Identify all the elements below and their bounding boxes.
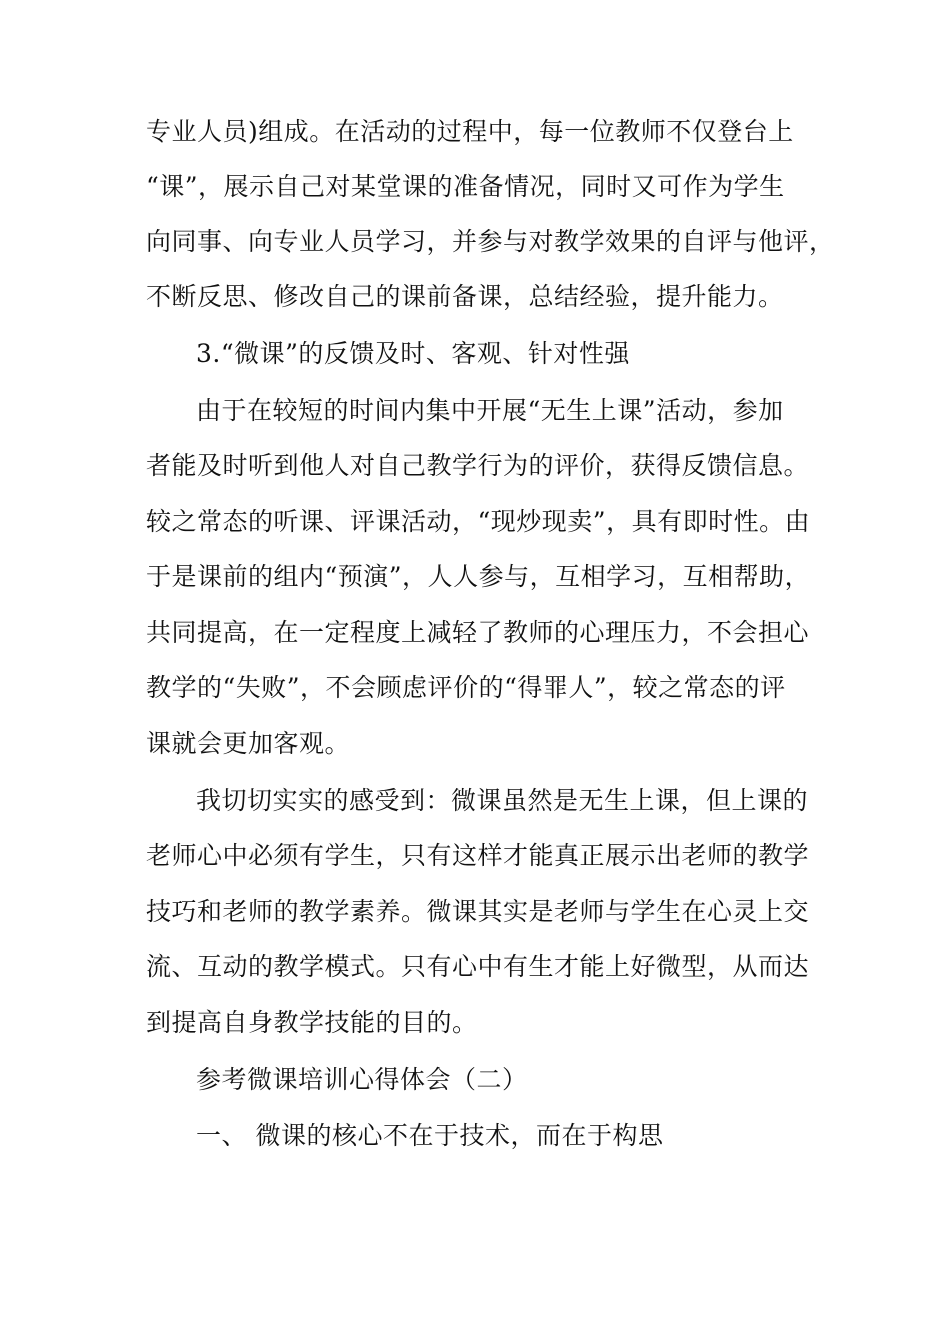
text-line: 专业人员)组成。在活动的过程中，每一位教师不仅登台上 xyxy=(146,117,794,146)
section-heading: 3.“微课”的反馈及时、客观、针对性强 xyxy=(196,339,630,368)
text-line: 较之常态的听课、评课活动，“现炒现卖”，具有即时性。由 xyxy=(146,507,811,536)
text-line: 技巧和老师的教学素养。微课其实是老师与学生在心灵上交 xyxy=(146,897,810,926)
text-line: 向同事、向专业人员学习，并参与对教学效果的自评与他评， xyxy=(146,227,835,256)
text-line: 教学的“失败”，不会顾虑评价的“得罪人”，较之常态的评 xyxy=(146,673,786,702)
text-line: 流、互动的教学模式。只有心中有生才能上好微型，从而达 xyxy=(146,952,810,981)
text-line: 老师心中必须有学生，只有这样才能真正展示出老师的教学 xyxy=(146,841,810,870)
text-line: 课就会更加客观。 xyxy=(146,729,351,758)
section-heading: 一、 微课的核心不在于技术，而在于构思 xyxy=(196,1121,664,1150)
text-line: 我切切实实的感受到：微课虽然是无生上课，但上课的 xyxy=(196,786,809,815)
text-line: 于是课前的组内“预演”，人人参与，互相学习，互相帮助， xyxy=(146,562,811,591)
section-heading: 参考微课培训心得体会（二） xyxy=(196,1065,528,1094)
text-line: 者能及时听到他人对自己教学行为的评价，获得反馈信息。 xyxy=(146,451,810,480)
text-line: 共同提高，在一定程度上减轻了教师的心理压力，不会担心 xyxy=(146,618,810,647)
text-line: 不断反思、修改自己的课前备课，总结经验，提升能力。 xyxy=(146,282,784,311)
text-line: 到提高自身教学技能的目的。 xyxy=(146,1008,478,1037)
text-line: “课”，展示自己对某堂课的准备情况，同时又可作为学生 xyxy=(146,172,785,201)
text-line: 由于在较短的时间内集中开展“无生上课”活动，参加 xyxy=(196,396,784,425)
